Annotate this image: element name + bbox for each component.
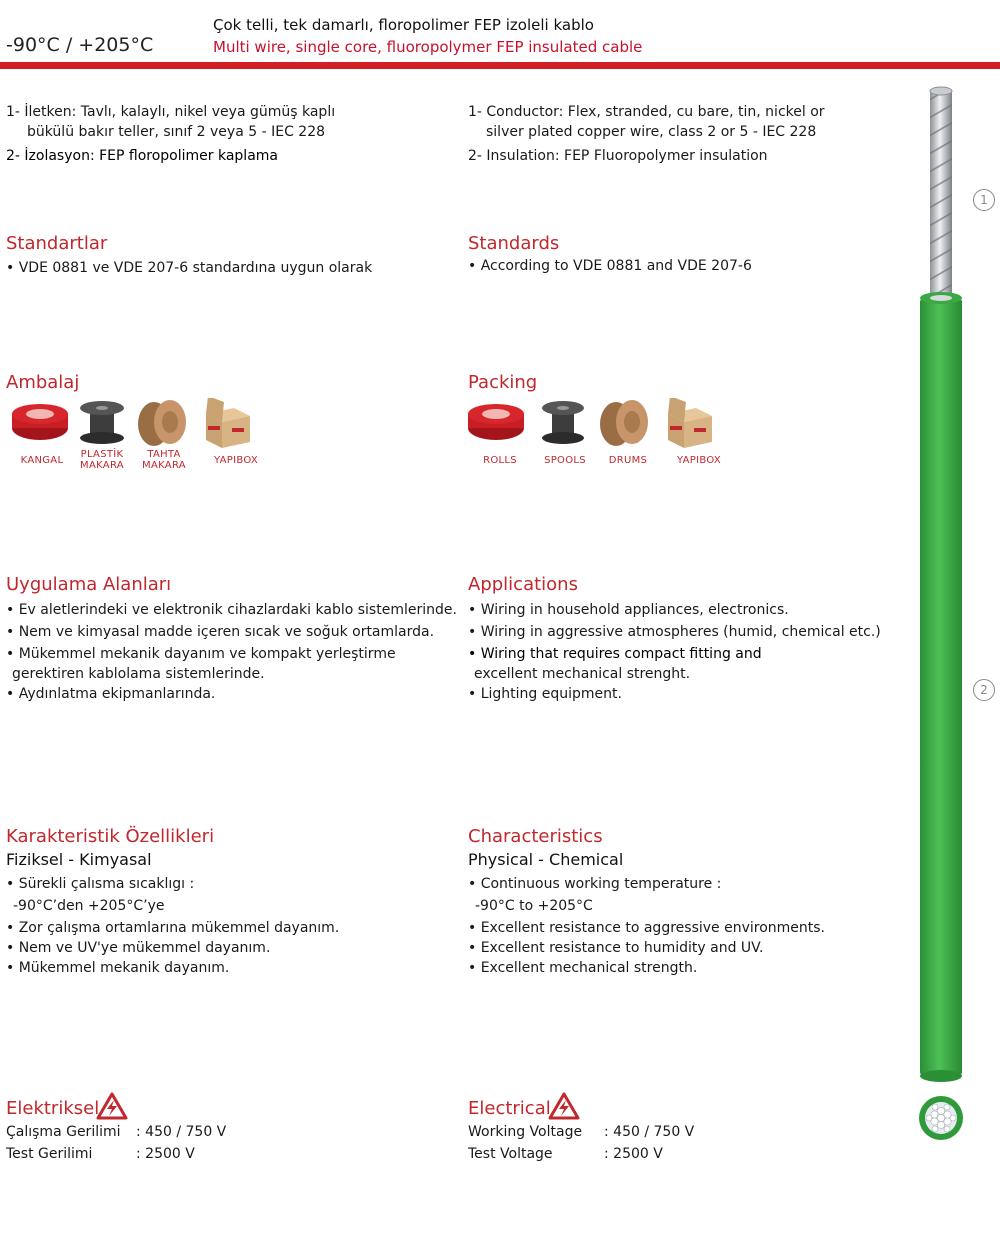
construction-en-item1-line1: 1- Conductor: Flex, stranded, cu bare, tin, nickel or <box>468 104 825 120</box>
construction-tr <box>6 102 335 166</box>
applications-heading-tr: Uygulama Alanları <box>6 574 172 595</box>
packing-label-tr-2: PLASTİK MAKARA <box>80 449 124 471</box>
cable-illustration <box>910 84 974 1144</box>
electrical-heading-en: Electrical <box>468 1098 551 1119</box>
electrical-en-row-1: Working Voltage : 450 / 750 V <box>468 1124 695 1140</box>
applications-list-en <box>468 600 881 704</box>
electrical-en-row-2: Test Voltage : 2500 V <box>468 1146 663 1162</box>
characteristics-tr-line-4: • Nem ve UV'ye mükemmel dayanım. <box>6 940 271 956</box>
characteristics-en-line-3: • Excellent resistance to aggressive environments. <box>468 920 825 936</box>
wooden-drum-icon <box>600 400 648 446</box>
marker-conductor: 1 <box>973 189 995 211</box>
box-icon <box>206 398 250 448</box>
applications-tr-line-1: • Ev aletlerindeki ve elektronik cihazlardaki kablo sistemlerinde. <box>6 602 457 618</box>
applications-tr-line-3: • Mükemmel mekanik dayanım ve kompakt yerleştirme <box>6 646 396 662</box>
characteristics-sub-tr: Fiziksel - Kimyasal <box>6 850 152 869</box>
characteristics-tr-line-2: -90°C’den +205°C’ye <box>13 898 165 914</box>
applications-tr-line-5: • Aydınlatma ekipmanlarında. <box>6 686 216 702</box>
packing-icons-tr <box>6 398 266 450</box>
applications-heading-en: Applications <box>468 574 578 595</box>
standards-heading-tr: Standartlar <box>6 233 108 254</box>
packing-heading-en: Packing <box>468 372 538 393</box>
construction-en <box>468 102 825 166</box>
high-voltage-warning-icon <box>548 1092 580 1120</box>
cross-section <box>919 1096 963 1140</box>
packing-label-tr-4: YAPIBOX <box>213 455 259 466</box>
construction-tr-item1-line1: 1- İletken: Tavlı, kalaylı, nikel veya gümüş kaplı <box>6 104 336 120</box>
characteristics-en-line-4: • Excellent resistance to humidity and UV. <box>468 940 764 956</box>
plastic-spool-icon <box>542 401 584 444</box>
packing-icons-en <box>468 398 728 450</box>
high-voltage-warning-icon <box>96 1092 128 1120</box>
packing-heading-tr: Ambalaj <box>6 372 80 393</box>
characteristics-heading-tr: Karakteristik Özellikleri <box>6 826 215 847</box>
electrical-heading-tr: Elektriksel <box>6 1098 100 1119</box>
applications-en-line-1: • Wiring in household appliances, electronics. <box>468 602 789 618</box>
packing-label-tr-1: KANGAL <box>20 455 64 466</box>
characteristics-list-tr <box>6 874 339 978</box>
characteristics-en-line-5: • Excellent mechanical strength. <box>468 960 698 976</box>
marker-insulation: 2 <box>973 679 995 701</box>
applications-tr-line-2: • Nem ve kimyasal madde içeren sıcak ve soğuk ortamlarda. <box>6 624 435 640</box>
header-divider <box>0 62 1000 69</box>
characteristics-list-en <box>468 874 825 978</box>
insulation <box>920 292 962 1082</box>
electrical-table-en <box>468 1122 694 1164</box>
packing-label-en-4: YAPIBOX <box>676 455 722 466</box>
construction-en-item2: 2- Insulation: FEP Fluoropolymer insulation <box>468 148 768 164</box>
electrical-table-tr <box>6 1122 226 1164</box>
wooden-drum-icon <box>138 400 186 446</box>
product-title-en: Multi wire, single core, fluoropolymer FEP insulated cable <box>213 38 643 56</box>
packing-label-en-2: SPOOLS <box>544 455 586 466</box>
applications-list-tr <box>6 600 457 704</box>
construction-tr-item2: 2- İzolasyon: FEP floropolimer kaplama <box>6 148 278 164</box>
characteristics-tr-line-3: • Zor çalışma ortamlarına mükemmel dayanım. <box>6 920 340 936</box>
characteristics-en-line-1: • Continuous working temperature : <box>468 876 722 892</box>
packing-label-tr-3: TAHTA MAKARA <box>142 449 186 471</box>
packing-label-en-1: ROLLS <box>483 455 517 466</box>
roll-icon <box>468 404 524 440</box>
product-title-tr: Çok telli, tek damarlı, floropolimer FEP izoleli kablo <box>213 16 594 34</box>
plastic-spool-icon <box>80 401 124 444</box>
standards-text-tr: • VDE 0881 ve VDE 207-6 standardına uygun olarak <box>6 260 373 276</box>
standards-heading-en: Standards <box>468 233 560 254</box>
applications-en-line-2: • Wiring in aggressive atmospheres (humid, chemical etc.) <box>468 624 881 640</box>
box-icon <box>668 398 712 448</box>
applications-en-line-5: • Lighting equipment. <box>468 686 622 702</box>
characteristics-sub-en: Physical - Chemical <box>468 850 624 869</box>
applications-en-line-4: excellent mechanical strenght. <box>474 666 691 682</box>
temperature-range: -90°C / +205°C <box>6 34 154 56</box>
electrical-tr-row-2: Test Gerilimi : 2500 V <box>6 1146 195 1162</box>
electrical-tr-row-1: Çalışma Gerilimi : 450 / 750 V <box>6 1124 227 1140</box>
applications-en-line-3: • Wiring that requires compact fitting and <box>468 646 762 662</box>
packing-label-en-3: DRUMS <box>608 455 648 466</box>
characteristics-tr-line-5: • Mükemmel mekanik dayanım. <box>6 960 230 976</box>
characteristics-en-line-2: -90°C to +205°C <box>475 898 593 914</box>
applications-tr-line-4: gerektiren kablolama sistemlerinde. <box>12 666 265 682</box>
standards-text-en: • According to VDE 0881 and VDE 207-6 <box>468 258 752 274</box>
characteristics-heading-en: Characteristics <box>468 826 603 847</box>
roll-icon <box>12 404 68 440</box>
conductor <box>930 87 952 302</box>
construction-tr-item1-line2: bükülü bakır teller, sınıf 2 veya 5 - IEC 228 <box>27 124 326 140</box>
characteristics-tr-line-1: • Sürekli çalısma sıcaklıgı : <box>6 876 195 892</box>
construction-en-item1-line2: silver plated copper wire, class 2 or 5 - IEC 228 <box>486 124 817 140</box>
